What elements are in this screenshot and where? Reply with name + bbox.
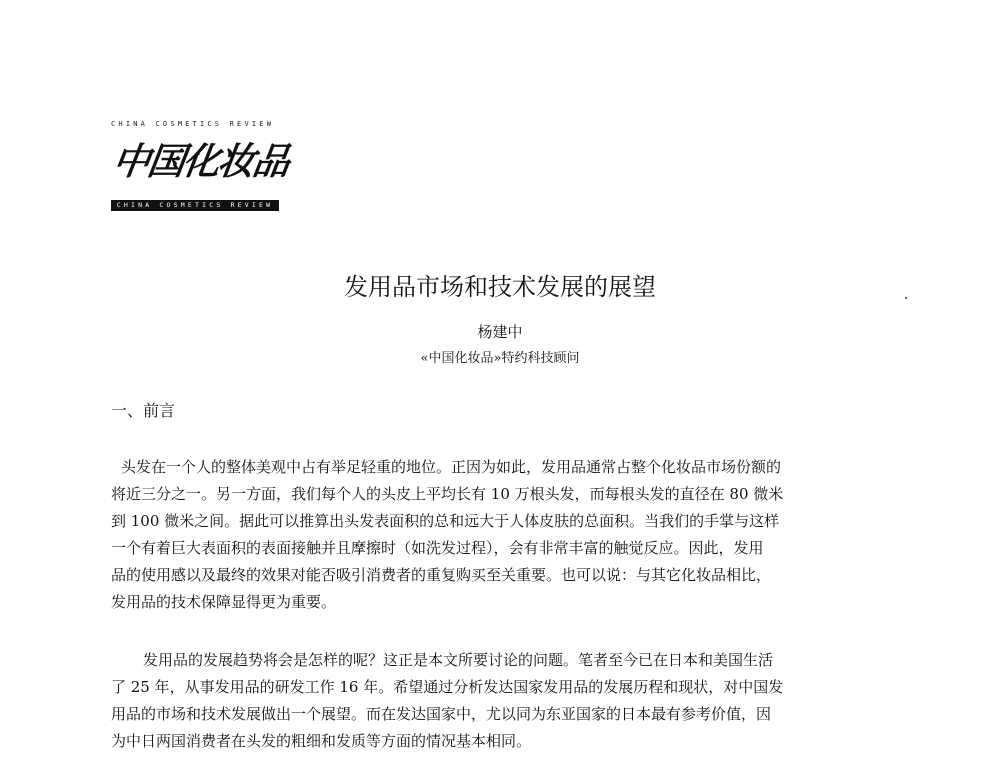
paragraph-line: 用品的市场和技术发展做出一个展望。而在发达国家中，尤以同为东亚国家的日本最有参考价值，因 [111,705,772,723]
logo-tagline-top: CHINA COSMETICS REVIEW [111,120,275,128]
logo-tagline-bottom: CHINA COSMETICS REVIEW [111,200,279,211]
paragraph-line: 将近三分之一。另一方面，我们每个人的头皮上平均长有 10 万根头发，而每根头发的直径在 80 微米 [111,485,784,503]
author-affiliation: «中国化妆品»特约科技顾问 [420,351,580,366]
paragraph-line: 到 100 微米之间。据此可以推算出头发表面积的总和远大于人体皮肤的总面积。当我们的手掌与这样 [111,512,780,530]
paragraph-line: 头发在一个人的整体美观中占有举足轻重的地位。正因为如此，发用品通常占整个化妆品市场份额的 [121,458,782,476]
paragraph-line: 品的使用感以及最终的效果对能否吸引消费者的重复购买至关重要。也可以说：与其它化妆品相比， [111,566,772,584]
article-title: 发用品市场和技术发展的展望 [344,273,656,301]
paragraph-line: 一个有着巨大表面积的表面接触并且摩擦时（如洗发过程），会有非常丰富的触觉反应。因此，发用 [111,539,764,557]
section-heading: 一、前言 [111,401,176,420]
article-author: 杨建中 [477,323,523,341]
paragraph-line: 发用品的发展趋势将会是怎样的呢？这正是本文所要讨论的问题。笔者至今已在日本和美国生活 [143,651,774,669]
paragraph-line: 发用品的技术保障显得更为重要。 [111,593,337,611]
journal-logo [109,120,292,212]
paragraph-line: 了 25 年，从事发用品的研发工作 16 年。希望通过分析发达国家发用品的发展历程和现状，对中国发 [111,678,784,696]
logo-name: 中国化妆品 [109,139,292,183]
paragraph-line: 为中日两国消费者在头发的粗细和发质等方面的情况基本相同。 [111,732,532,750]
